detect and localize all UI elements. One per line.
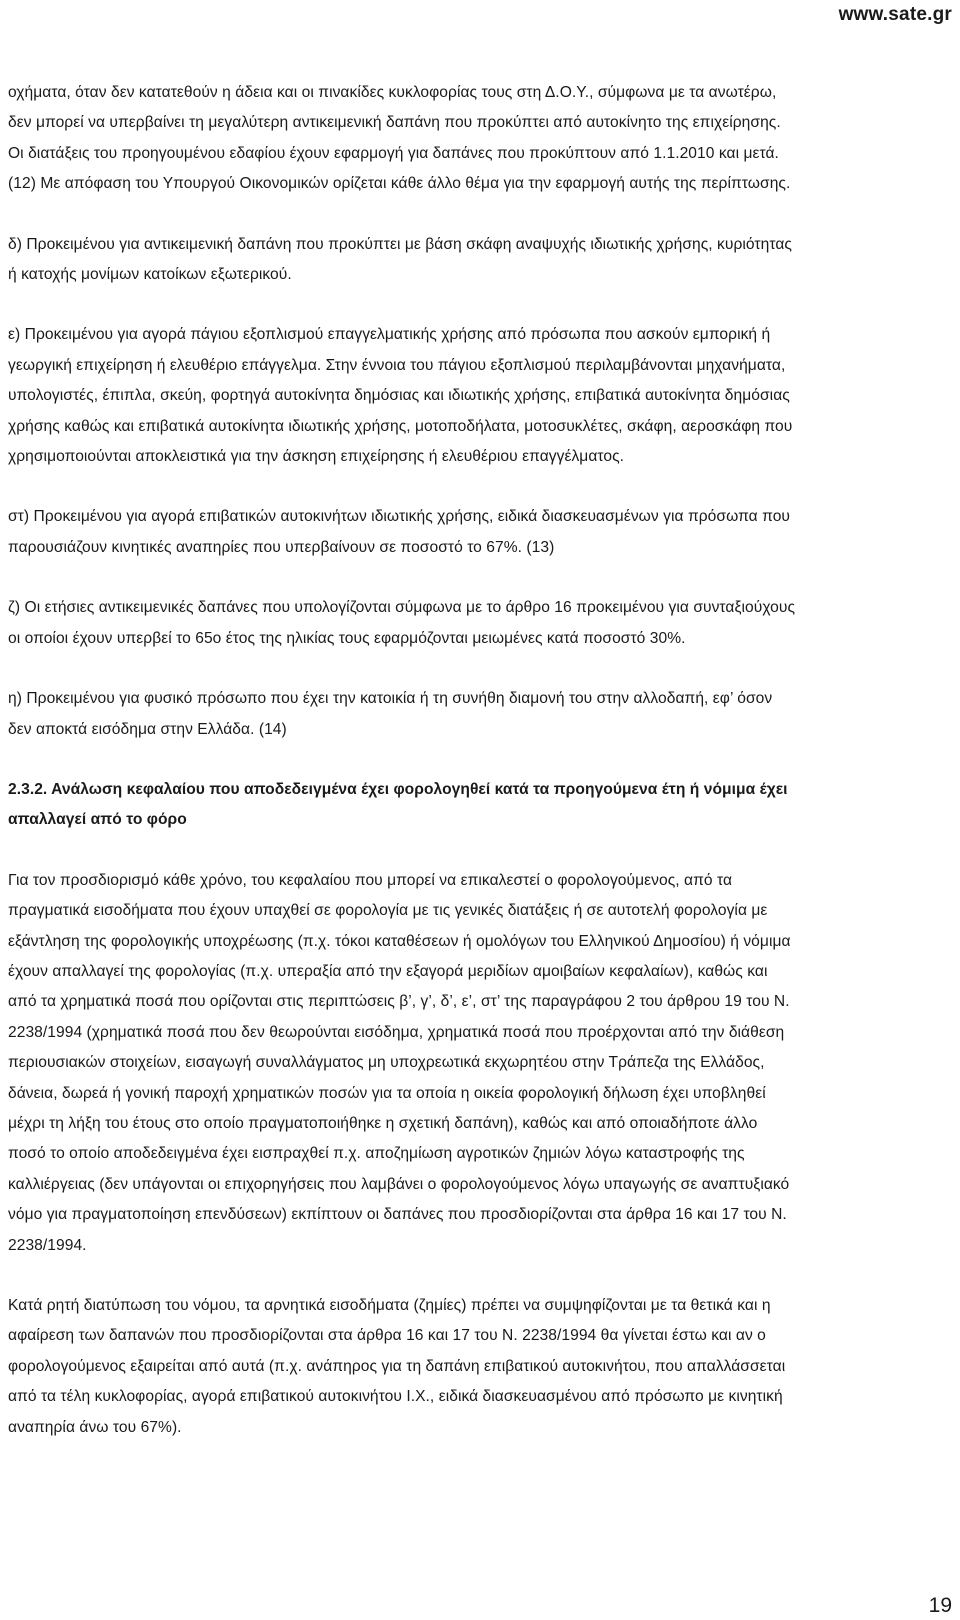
paragraph-case-z bbox=[8, 593, 952, 654]
text-line: δάνεια, δωρεά ή γονική παροχή χρηματικών ποσών για τα οποία η οικεία φορολογική δήλωση έχει υποβληθεί bbox=[8, 1084, 766, 1102]
text-line: δεν αποκτά εισόδημα στην Ελλάδα. (14) bbox=[8, 720, 287, 738]
text-line: χρησιμοποιούνται αποκλειστικά για την άσκηση επιχείρησης ή ελευθέριου επαγγέλματος. bbox=[8, 448, 625, 466]
text-line: ή κατοχής μονίμων κατοίκων εξωτερικού. bbox=[8, 266, 292, 284]
text-line: 2238/1994. bbox=[8, 1236, 87, 1254]
text-line: Κατά ρητή διατύπωση του νόμου, τα αρνητικά εισοδήματα (ζημίες) πρέπει να συμψηφίζονται με τα θετικά και η bbox=[8, 1297, 771, 1314]
text-line: έχουν απαλλαγεί της φορολογίας (π.χ. υπεραξία από την εξαγορά μεριδίων αμοιβαίων κεφαλαίων), καθώς και bbox=[8, 962, 768, 980]
text-line: πραγματικά εισοδήματα που έχουν υπαχθεί σε φορολογία με τις γενικές διατάξεις ή σε αυτοτελή φορολογία με bbox=[8, 902, 768, 920]
text-line: δ) Προκειμένου για αντικειμενική δαπάνη που προκύπτει με βάση σκάφη αναψυχής ιδιωτικής χρήσης, κυριότητας bbox=[8, 235, 792, 253]
section-heading-2-3-2 bbox=[8, 775, 952, 836]
paragraph-capital-determination bbox=[8, 866, 952, 1261]
site-url-header: www.sate.gr bbox=[838, 4, 952, 25]
text-line: ζ) Οι ετήσιες αντικειμενικές δαπάνες που υπολογίζονται σύμφωνα με το άρθρο 16 προκειμένου για συνταξιούχους bbox=[8, 599, 796, 617]
text-line: 2238/1994 (χρηματικά ποσά που δεν θεωρούνται εισόδημα, χρηματικά ποσά που προέρχονται από την διάθεση bbox=[8, 1023, 785, 1041]
text-line: ε) Προκειμένου για αγορά πάγιου εξοπλισμού επαγγελματικής χρήσης από πρόσωπα που ασκούν εμπορική ή bbox=[8, 326, 771, 344]
text-line: οι οποίοι έχουν υπερβεί το 65ο έτος της ηλικίας τους εφαρμόζονται μειωμένες κατά ποσοστό 30%. bbox=[8, 629, 686, 647]
page-number: 19 bbox=[928, 1594, 952, 1617]
heading-line: 2.3.2. Ανάλωση κεφαλαίου που αποδεδειγμένα έχει φορολογηθεί κατά τα προηγούμενα έτη ή νόμιμα έχει bbox=[8, 780, 788, 798]
text-line: γεωργική επιχείρηση ή ελευθέριο επάγγελμα. Στην έννοια του πάγιου εξοπλισμού περιλαμβάνονται μηχανήματα, bbox=[8, 356, 786, 374]
document-body bbox=[8, 78, 952, 1443]
text-line: υπολογιστές, έπιπλα, σκεύη, φορτηγά αυτοκίνητα δημόσιας και ιδιωτικής χρήσης, επιβατικά αυτοκίνητα δημόσιας bbox=[8, 387, 790, 405]
text-line: Οι διατάξεις του προηγουμένου εδαφίου έχουν εφαρμογή για δαπάνες που προκύπτουν από 1.1.2010 και μετά. bbox=[8, 144, 779, 162]
text-line: στ) Προκειμένου για αγορά επιβατικών αυτοκινήτων ιδιωτικής χρήσης, ειδικά διασκευασμένων για πρόσωπα που bbox=[8, 508, 790, 526]
heading-line: απαλλαγεί από το φόρο bbox=[8, 811, 187, 829]
text-line: αναπηρία άνω του 67%). bbox=[8, 1418, 182, 1436]
text-line: εξάντληση της φορολογικής υποχρέωσης (π.χ. τόκοι καταθέσεων ή ομολόγων του Ελληνικού Δημοσίου) ή νόμιμα bbox=[8, 932, 791, 950]
text-line: παρουσιάζουν κινητικές αναπηρίες που υπερβαίνουν σε ποσοστό το 67%. (13) bbox=[8, 538, 555, 556]
text-line: Για τον προσδιορισμό κάθε χρόνο, του κεφαλαίου που μπορεί να επικαλεστεί ο φορολογούμενος, από τα bbox=[8, 871, 733, 889]
text-line: η) Προκειμένου για φυσικό πρόσωπο που έχει την κατοικία ή τη συνήθη διαμονή του στην αλλοδαπή, εφ’ όσον bbox=[8, 690, 773, 708]
text-line: περιουσιακών στοιχείων, εισαγωγή συναλλάγματος μη υποχρεωτικά εκχωρητέου στην Τράπεζα της Ελλάδος, bbox=[8, 1054, 765, 1072]
paragraph-case-i bbox=[8, 684, 952, 745]
text-line: μέχρι τη λήξη του έτους στο οποίο πραγματοποιήθηκε η σχετική δαπάνη), καθώς και από οποιαδήποτε άλλο bbox=[8, 1114, 758, 1132]
text-line: οχήματα, όταν δεν κατατεθούν η άδεια και οι πινακίδες κυκλοφορίας τους στη Δ.Ο.Υ., σύμφωνα με τα ανωτέρω, bbox=[8, 84, 777, 101]
text-line: χρήσης καθώς και επιβατικά αυτοκίνητα ιδιωτικής χρήσης, μοτοποδήλατα, μοτοσυκλέτες, σκάφη, αεροσκάφη που bbox=[8, 417, 793, 435]
text-line: από τα χρηματικά ποσά που ορίζονται στις περιπτώσεις β’, γ’, δ’, ε’, στ’ της παραγράφου 2 του άρθρου 19 του Ν. bbox=[8, 993, 790, 1011]
paragraph-negative-income bbox=[8, 1291, 952, 1443]
paragraph-case-d bbox=[8, 230, 952, 291]
text-line: καλλιέργειας (δεν υπάγονται οι επιχορηγήσεις που λαμβάνει ο φορολογούμενος λόγω υπαγωγής σε αναπτυξιακό bbox=[8, 1175, 790, 1193]
paragraph-case-e bbox=[8, 320, 952, 472]
text-line: από τα τέλη κυκλοφορίας, αγορά επιβατικού αυτοκινήτου Ι.Χ., ειδικά διασκευασμένου από πρόσωπο με κινητική bbox=[8, 1388, 783, 1406]
paragraph-vehicle-expense bbox=[8, 78, 952, 200]
text-line: δεν μπορεί να υπερβαίνει τη μεγαλύτερη αντικειμενική δαπάνη που προκύπτει από αυτοκίνητο της επιχείρησης. bbox=[8, 114, 781, 132]
text-line: νόμο για πραγματοποίηση επενδύσεων) εκπίπτουν οι δαπάνες που προσδιορίζονται στα άρθρα 16 και 17 του Ν. bbox=[8, 1206, 787, 1224]
text-line: φορολογούμενος εξαιρείται από αυτά (π.χ. ανάπηρος για τη δαπάνη επιβατικού αυτοκινήτου, που απαλλάσσεται bbox=[8, 1357, 786, 1375]
text-line: (12) Με απόφαση του Υπουργού Οικονομικών ορίζεται κάθε άλλο θέμα για την εφαρμογή αυτής της περίπτωσης. bbox=[8, 175, 791, 193]
text-line: αφαίρεση των δαπανών που προσδιορίζονται στα άρθρα 16 και 17 του Ν. 2238/1994 θα γίνεται έστω και αν ο bbox=[8, 1327, 766, 1345]
paragraph-case-st bbox=[8, 502, 952, 563]
text-line: ποσό το οποίο αποδεδειγμένα έχει εισπραχθεί π.χ. αποζημίωση αγροτικών ζημιών λόγω καταστροφής της bbox=[8, 1145, 745, 1163]
